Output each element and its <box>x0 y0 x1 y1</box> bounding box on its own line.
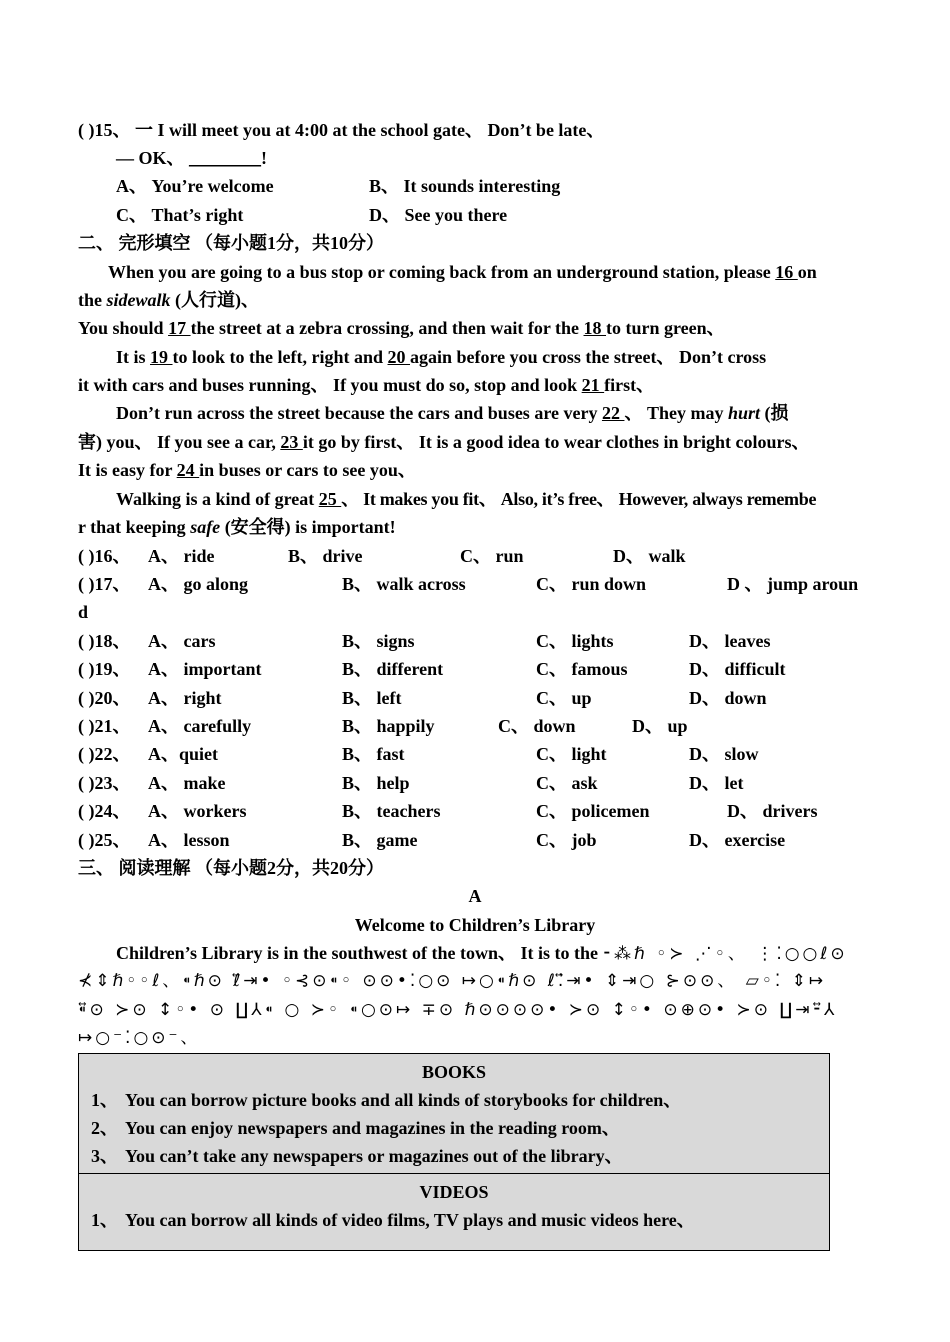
q25-option-b: B、 game <box>342 830 418 850</box>
section3-title: 三、 阅读理解 （每小题2分，共20分） <box>78 858 384 878</box>
cloze-text: (损 <box>759 403 789 423</box>
cloze-text: it with cars and buses running、 If you must do so, stop and look <box>78 375 582 395</box>
cloze-text: the <box>78 290 107 310</box>
cloze-text: on <box>797 262 817 282</box>
blank-20: 20 <box>387 347 411 367</box>
q18-option-d: D、 leaves <box>689 631 771 651</box>
q21-number: ( )21、 <box>78 716 131 736</box>
cloze-text: 、 They may <box>624 403 728 423</box>
cloze-text: (安全得) is important! <box>220 517 396 537</box>
q22-option-a: A、quiet <box>148 744 219 764</box>
cloze-line-2 <box>78 286 259 314</box>
item-text: You can’t take any newspapers or magazines out of the library、 <box>125 1146 623 1166</box>
q16-option-c: C、 run <box>460 546 524 566</box>
passage-heading: Welcome to Children’s Library <box>354 915 596 935</box>
cloze-line-5 <box>78 371 654 399</box>
q21-option-b: B、 happily <box>342 716 435 736</box>
q22-number: ( )22、 <box>78 744 131 764</box>
cloze-text: first、 <box>604 375 655 395</box>
item-text: You can borrow all kinds of video films, TV plays and music videos here、 <box>125 1210 695 1230</box>
cloze-text: to look to the left, right and <box>172 347 388 367</box>
blank-21: 21 <box>581 375 605 395</box>
q15-stem: ( )15、 一 I will meet you at 4:00 at the school gate、 Don’t be late、 <box>78 120 605 140</box>
cloze-text: again before you cross the street、 Don’t cross <box>410 347 767 367</box>
q24-option-c: C、 policemen <box>536 801 650 821</box>
item-text: You can enjoy newspapers and magazines in the reading room、 <box>125 1118 620 1138</box>
q18-option-a: A、 cars <box>148 631 216 651</box>
q23-option-a: A、 make <box>148 773 226 793</box>
passage-label: A <box>468 886 482 906</box>
q15-option-d: D、 See you there <box>369 205 508 225</box>
q19-option-a: A、 important <box>148 659 262 679</box>
cloze-line-9 <box>116 485 816 513</box>
q21-option-a: A、 carefully <box>148 716 252 736</box>
q17-option-d-wrap: d <box>78 602 89 622</box>
q22-option-c: C、 light <box>536 744 607 764</box>
cloze-text: When you are going to a bus stop or coming back from an underground station, please <box>108 262 776 282</box>
cloze-text: It is <box>116 347 151 367</box>
q23-number: ( )23、 <box>78 773 131 793</box>
videos-item <box>79 1206 829 1234</box>
q20-option-b: B、 left <box>342 688 402 708</box>
q16-number: ( )16、 <box>78 546 131 566</box>
blank-18: 18 <box>583 318 607 338</box>
cloze-text: 害) you、 If you see a car, <box>78 432 281 452</box>
passage-intro-line-3: ⁌⃡⊙ ≻⊙ ↕◦• ⊙ ∐⅄⁌ ○ ≻◦ ⁌○⊙↦ ∓⊙ ℏ⊙⊙⊙⊙• ≻⊙ ↕◦• ⊙⊕⊙• ≻⊙ ∐⇥⁃⃡⅄ <box>78 1000 838 1020</box>
q25-number: ( )25、 <box>78 830 131 850</box>
q20-option-a: A、 right <box>148 688 222 708</box>
q20-option-d: D、 down <box>689 688 767 708</box>
q15-option-a: A、 You’re welcome <box>116 176 274 196</box>
q21-option-d: D、 up <box>632 716 688 736</box>
cloze-text: to turn green、 <box>606 318 725 338</box>
videos-header: VIDEOS <box>419 1182 489 1202</box>
blank-19: 19 <box>150 347 173 367</box>
word-sidewalk: sidewalk <box>106 290 171 310</box>
cloze-line-7 <box>78 428 809 456</box>
blank-16: 16 <box>775 262 798 282</box>
q15-reply-suffix: ! <box>261 148 268 168</box>
item-number: 1、 <box>91 1090 118 1110</box>
q24-number: ( )24、 <box>78 801 131 821</box>
passage-intro-line-4: ↦○⁻⁚○⊙⁻、 <box>78 1028 201 1048</box>
q19-number: ( )19、 <box>78 659 131 679</box>
q16-option-a: A、 ride <box>148 546 215 566</box>
q24-option-a: A、 workers <box>148 801 247 821</box>
q20-number: ( )20、 <box>78 688 131 708</box>
q18-option-c: C、 lights <box>536 631 614 651</box>
q17-option-b: B、 walk across <box>342 574 466 594</box>
cloze-text: Don’t run across the street because the cars and buses are very <box>116 403 602 423</box>
q17-option-d: D 、 jump aroun <box>727 574 859 594</box>
q16-option-b: B、 drive <box>288 546 363 566</box>
q15-reply <box>116 144 267 172</box>
section2-title: 二、 完形填空 （每小题1分，共10分） <box>78 233 384 253</box>
cloze-line-4 <box>116 343 766 371</box>
q15-option-c: C、 That’s right <box>116 205 244 225</box>
books-header: BOOKS <box>421 1062 487 1082</box>
q17-option-a: A、 go along <box>148 574 249 594</box>
cloze-line-8 <box>78 456 416 484</box>
q19-option-b: B、 different <box>342 659 444 679</box>
blank-23: 23 <box>280 432 303 452</box>
cloze-text: r that keeping <box>78 517 191 537</box>
q23-option-d: D、 let <box>689 773 744 793</box>
passage-text: Children’s Library is in the southwest of the town、 It is to the <box>116 943 599 963</box>
cloze-line-3 <box>78 314 725 342</box>
q21-option-c: C、 down <box>498 716 576 736</box>
cloze-text: it go by first、 It is a good idea to wear clothes in bright colours、 <box>302 432 810 452</box>
q17-number: ( )17、 <box>78 574 131 594</box>
q23-option-c: C、 ask <box>536 773 598 793</box>
cloze-text: It is easy for <box>78 460 177 480</box>
q18-option-b: B、 signs <box>342 631 415 651</box>
q25-option-c: C、 job <box>536 830 597 850</box>
q17-option-c: C、 run down <box>536 574 647 594</box>
q25-option-a: A、 lesson <box>148 830 230 850</box>
cloze-text: the street at a zebra crossing, and then wait for the <box>190 318 584 338</box>
q15-reply-prefix: — OK、 <box>116 148 190 168</box>
cloze-text: You should <box>78 318 169 338</box>
q22-option-b: B、 fast <box>342 744 405 764</box>
cloze-text: (人行道)、 <box>170 290 260 310</box>
cloze-text: Walking is a kind of great <box>116 489 319 509</box>
q15-option-b: B、 It sounds interesting <box>369 176 561 196</box>
q19-option-c: C、 famous <box>536 659 628 679</box>
q24-option-d: D、 drivers <box>727 801 818 821</box>
word-hurt: hurt <box>727 403 760 423</box>
q22-option-d: D、 slow <box>689 744 759 764</box>
item-text: You can borrow picture books and all kinds of storybooks for children、 <box>125 1090 682 1110</box>
q24-option-b: B、 teachers <box>342 801 441 821</box>
cloze-line-1 <box>108 258 817 286</box>
cloze-line-6 <box>116 399 788 427</box>
q15-blank: ________ <box>189 148 262 168</box>
books-item <box>79 1142 829 1170</box>
blank-17: 17 <box>168 318 191 338</box>
q18-number: ( )18、 <box>78 631 131 651</box>
q19-option-d: D、 difficult <box>689 659 786 679</box>
blank-25: 25 <box>318 489 342 509</box>
passage-intro-line-2: ⊀⇕ℏ◦◦ℓ、⁌ℏ⊙ ℓ⃡⇥• ◦⊰⊙⁌◦ ⊙⊙•⁚○⊙ ↦○⁌ℏ⊙ ℓ⁚⃡⇥• ⇕⇥○ ⊱⊙⊙、 ▱◦⁚ ⇕↦ <box>78 971 827 991</box>
cloze-text: in buses or cars to see you、 <box>199 460 416 480</box>
blank-22: 22 <box>601 403 625 423</box>
videos-box <box>78 1173 830 1251</box>
passage-intro-line-1 <box>116 939 848 967</box>
item-number: 2、 <box>91 1118 118 1138</box>
blank-24: 24 <box>176 460 200 480</box>
cloze-line-10 <box>78 513 396 541</box>
garbled-text: ⁃⁂ℏ ◦≻ ⋰◦、 ⋮⁚○○ℓ⊙ <box>602 944 848 964</box>
item-number: 3、 <box>91 1146 118 1166</box>
cloze-text: 、 It makes you fit、 Also, it’s free、 However, always remembe <box>341 489 817 509</box>
books-box <box>78 1053 830 1174</box>
word-safe: safe <box>190 517 221 537</box>
books-item <box>79 1086 829 1114</box>
q16-option-d: D、 walk <box>613 546 686 566</box>
q23-option-b: B、 help <box>342 773 410 793</box>
books-item <box>79 1114 829 1142</box>
q25-option-d: D、 exercise <box>689 830 786 850</box>
q20-option-c: C、 up <box>536 688 592 708</box>
item-number: 1、 <box>91 1210 118 1230</box>
